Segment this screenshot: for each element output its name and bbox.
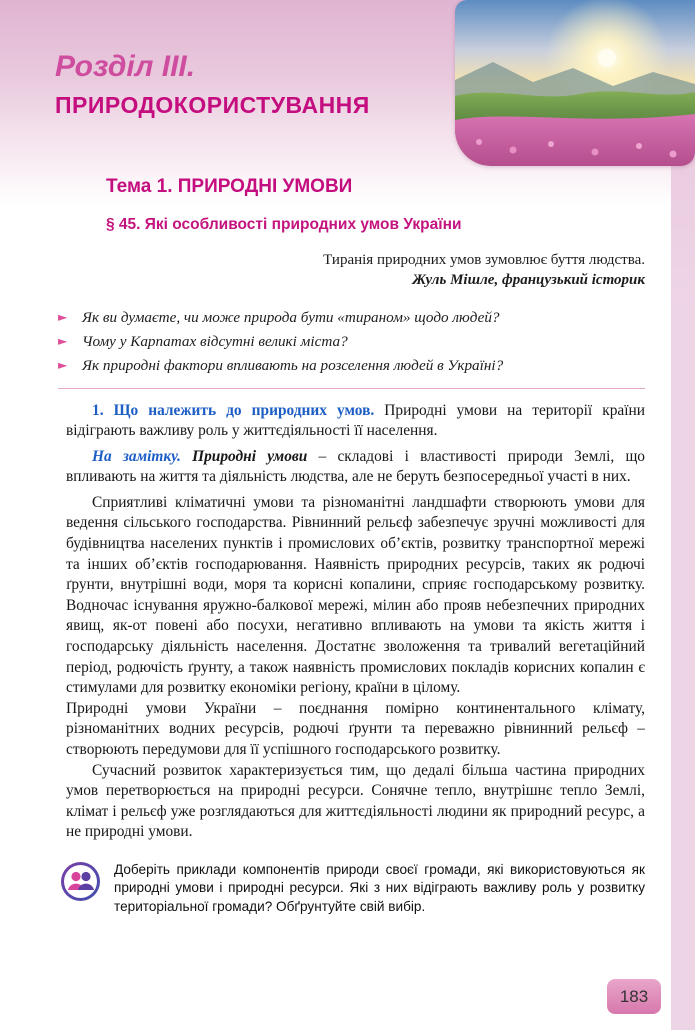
paragraph-1-text: Природні умови на території країни відіграють важливу роль у життєдіяльності її населення. (66, 401, 645, 440)
note-label: На замітку. (92, 447, 181, 465)
section-heading: § 45. Які особливості природних умов України (106, 216, 462, 233)
question-item (58, 331, 645, 352)
question-item (58, 355, 645, 376)
bullet-triangle-icon: ► (58, 309, 68, 324)
landscape-photo-art (455, 0, 695, 166)
epigraph (66, 250, 645, 291)
bullet-triangle-icon: ► (58, 333, 68, 348)
bullet-triangle-icon: ► (58, 357, 68, 372)
people-icon (60, 861, 101, 907)
paragraph-3: Природні умови України – поєднання помірно континентального клімату, різноманітних водних ресурсів, родючі ґрунти та переважно рівнинний рельєф – створюють передумови для її успішного господарського розвитку. (66, 699, 645, 758)
note-text: – складові і властивості природи Землі, що впливають на життя та діяльність людства, але не беруть безпосередньої участі в них. (66, 447, 645, 486)
question-item (58, 307, 645, 328)
topic-title: ПРИРОДНІ УМОВИ (177, 176, 353, 197)
topic-prefix: Тема 1. (106, 176, 173, 197)
separator-line (58, 388, 645, 389)
page-number-badge: 183 (607, 979, 661, 1014)
note-term: Природні умови (180, 447, 308, 465)
note-block (66, 447, 645, 488)
paragraph-1 (66, 401, 645, 442)
epigraph-author: Жуль Мішле, французький історик (412, 272, 645, 289)
landscape-photo (455, 0, 695, 166)
paragraph-1-lead: 1. Що належить до природних умов. (92, 401, 375, 419)
topic-heading (106, 176, 645, 198)
task-text: Доберіть приклади компонентів природи своєї громади, які використовуються як природні умови і природні ресурси. Які з них відіграють важливу роль у розвитку територіальної громади? Обґрунтуйте свій вибір. (114, 861, 645, 914)
epigraph-quote: Тиранія природних умов зумовлює буття людства. (323, 252, 645, 268)
question-text: Як ви думаєте, чи може природа бути «тираном» щодо людей? (82, 308, 500, 326)
chapter-title: ПРИРОДОКОРИСТУВАННЯ (55, 92, 370, 118)
chapter-label: Розділ III. (55, 50, 196, 83)
question-text: Чому у Карпатах відсутні великі міста? (82, 332, 348, 350)
paragraph-4: Сучасний розвиток характеризується тим, що дедалі більша частина природних умов перетворюється на природні ресурси. Сонячне тепло, внутрішнє тепло Землі, клімат і рельєф уже розглядаються для життєдіяльності людини як природний ресурс, а не природні умови. (66, 761, 645, 841)
task-block (66, 861, 645, 917)
question-text: Як природні фактори впливають на розселення людей в Україні? (82, 356, 504, 374)
paragraph-2: Сприятливі кліматичні умови та різноманітні ландшафти створюють умови для ведення сільського господарства. Рівнинний рельєф забезпечує зручні можливості для будівництва населених пунктів і промислових об’єктів, розвитку транспортної мережі та інших об’єктів господарювання. Наявність природних ресурсів, таких як родючі ґрунти, внутрішні води, моря та корисні копалини, сприяє господарському розвитку. Водночас існування яружно-балкової мережі, мілин або прояв небезпечних природних явищ, як-от повені або посухи, негативно впливають на умови та якість життя і господарську діяльність населення. Достатнє зволоження та тривалий вегетаційний період, родючість ґрунту, а також наявність промислових покладів корисних копалин є стимулами для розвитку економіки регіону, країни в цілому. (66, 493, 645, 697)
intro-questions (58, 307, 645, 376)
